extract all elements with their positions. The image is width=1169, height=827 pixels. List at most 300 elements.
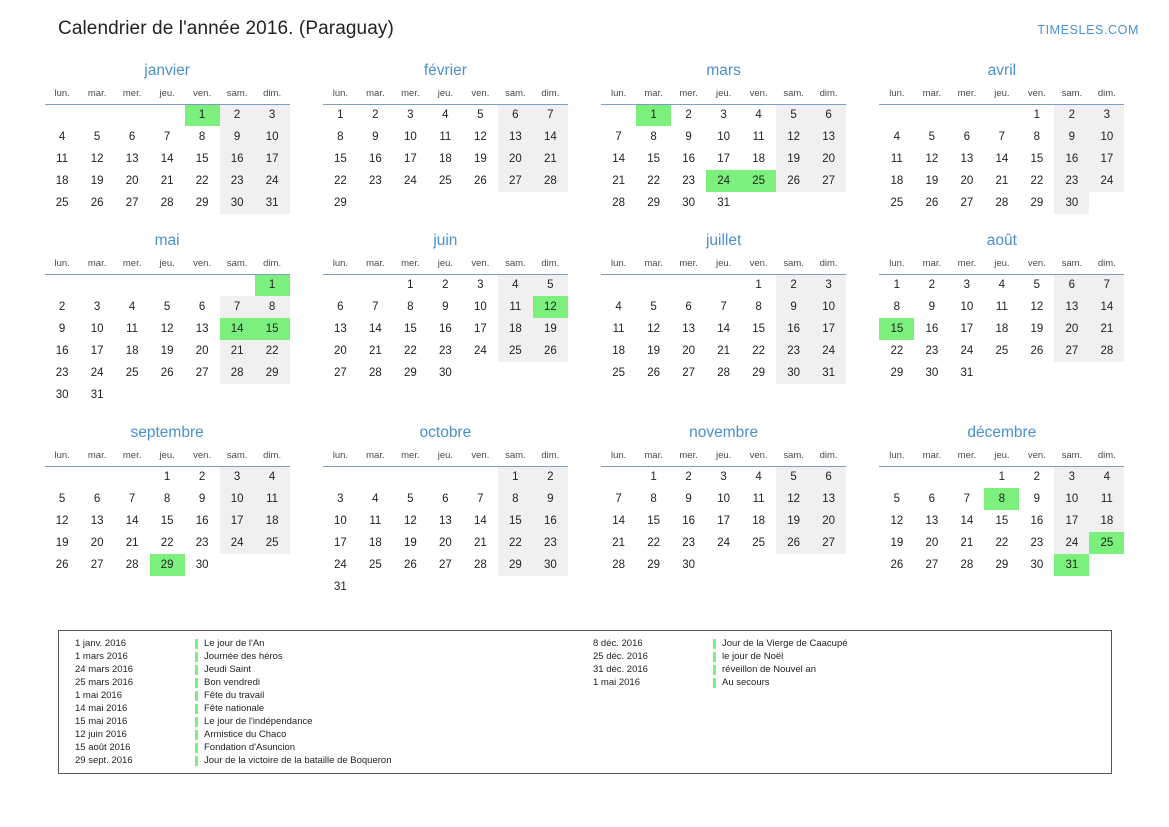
legend-holiday-name: Le jour de l'An [204, 638, 265, 649]
empty-cell [601, 104, 636, 126]
day-cell: 25 [612, 367, 626, 379]
day-cell: 19 [776, 510, 811, 532]
week-row [879, 466, 1124, 488]
day-cell: 22 [195, 175, 209, 187]
holiday-color-swatch [195, 639, 198, 649]
months-grid [0, 40, 1169, 608]
day-cell: 28 [717, 367, 731, 379]
day-cell: 8 [163, 493, 171, 505]
week-row [323, 510, 568, 532]
day-cell: 31 [90, 389, 104, 401]
legend-item [67, 650, 585, 663]
day-cell-holiday: 12 [533, 296, 568, 318]
empty-cell [1019, 362, 1054, 384]
week-row [323, 104, 568, 126]
week-row [601, 340, 846, 362]
day-cell: 12 [55, 515, 69, 527]
weekday-header: mer. [393, 450, 428, 466]
day-cell: 19 [403, 537, 417, 549]
day-cell: 30 [1030, 559, 1044, 571]
weekday-header: mer. [115, 88, 150, 104]
weekday-header: mer. [671, 258, 706, 274]
day-cell: 20 [925, 537, 939, 549]
month-table [45, 258, 290, 406]
month-title: mars [706, 62, 741, 79]
day-cell: 8 [650, 131, 657, 143]
month-septembre [28, 416, 306, 608]
day-cell: 17 [717, 153, 731, 165]
day-cell: 26 [160, 367, 174, 379]
day-cell: 16 [195, 515, 209, 527]
weekday-header: mar. [636, 258, 671, 274]
legend-holiday-name: Jeudi Saint [204, 664, 252, 675]
day-cell: 13 [195, 323, 209, 335]
day-cell: 4 [998, 279, 1006, 292]
day-cell: 1 [337, 109, 344, 122]
month-janvier [28, 54, 306, 224]
weekday-header: ven. [1019, 258, 1054, 274]
weekday-header-row [879, 88, 1124, 104]
day-cell: 27 [811, 170, 846, 192]
empty-cell [150, 274, 185, 296]
day-cell: 19 [1030, 323, 1044, 335]
weekday-header: lun. [879, 258, 914, 274]
day-cell: 13 [960, 153, 974, 165]
holiday-color-swatch [713, 678, 716, 688]
day-cell: 6 [128, 131, 136, 143]
day-cell: 7 [533, 104, 568, 126]
day-cell: 2 [58, 301, 66, 313]
week-row [323, 274, 568, 296]
day-cell: 7 [128, 493, 136, 505]
weekday-header: dim. [533, 88, 568, 104]
empty-cell [706, 554, 741, 576]
weekday-header: dim. [533, 258, 568, 274]
day-cell: 22 [647, 175, 661, 187]
week-row [323, 488, 568, 510]
month-novembre [585, 416, 863, 608]
day-cell: 1 [650, 471, 657, 484]
empty-cell [1054, 362, 1089, 384]
day-cell: 5 [163, 301, 171, 313]
legend-date: 15 août 2016 [75, 742, 131, 753]
day-cell: 28 [960, 559, 974, 571]
month-title: septembre [130, 424, 204, 441]
day-cell: 21 [473, 537, 487, 549]
day-cell: 4 [1089, 466, 1124, 488]
empty-cell [220, 274, 255, 296]
day-cell: 15 [160, 515, 174, 527]
day-cell: 26 [776, 170, 811, 192]
holiday-color-swatch [195, 743, 198, 753]
day-cell: 30 [438, 367, 452, 379]
empty-cell [185, 274, 220, 296]
weekday-header-row [45, 450, 290, 466]
day-cell: 3 [720, 109, 727, 122]
empty-cell [80, 274, 115, 296]
day-cell: 17 [1054, 510, 1089, 532]
week-row [45, 296, 290, 318]
weekday-header: lun. [601, 450, 636, 466]
day-cell: 21 [1089, 318, 1124, 340]
day-cell-holiday: 25 [741, 170, 776, 192]
day-cell: 8 [650, 493, 657, 505]
day-cell: 28 [612, 197, 626, 209]
legend-column [585, 637, 1103, 767]
day-cell: 27 [811, 532, 846, 554]
day-cell: 10 [717, 131, 731, 143]
day-cell: 31 [333, 581, 347, 593]
day-cell: 3 [1089, 104, 1124, 126]
day-cell: 19 [160, 345, 174, 357]
day-cell: 3 [407, 109, 414, 122]
day-cell: 19 [890, 537, 904, 549]
day-cell: 9 [533, 488, 568, 510]
day-cell: 29 [647, 197, 661, 209]
day-cell: 10 [333, 515, 347, 527]
day-cell: 20 [1054, 318, 1089, 340]
day-cell: 13 [811, 126, 846, 148]
day-cell: 5 [58, 493, 66, 505]
day-cell: 19 [473, 153, 487, 165]
day-cell: 9 [928, 301, 936, 313]
empty-cell [776, 192, 811, 214]
week-row [45, 488, 290, 510]
weekday-header: sam. [776, 450, 811, 466]
weekday-header: mer. [115, 450, 150, 466]
day-cell: 9 [685, 131, 692, 143]
day-cell: 29 [752, 367, 766, 379]
legend-box [58, 630, 1112, 774]
empty-cell [463, 466, 498, 488]
holiday-color-swatch [195, 665, 198, 675]
week-row [45, 274, 290, 296]
holiday-color-swatch [195, 756, 198, 766]
day-cell: 24 [717, 537, 731, 549]
day-cell: 24 [960, 345, 974, 357]
day-cell: 29 [647, 559, 661, 571]
day-cell: 15 [1030, 153, 1044, 165]
day-cell: 16 [55, 345, 69, 357]
weekday-header: jeu. [150, 88, 185, 104]
day-cell: 13 [925, 515, 939, 527]
day-cell: 4 [255, 466, 290, 488]
weekday-header: mar. [914, 450, 949, 466]
day-cell: 8 [198, 131, 206, 143]
brand-link[interactable]: TIMESLES.COM [1037, 23, 1139, 37]
day-cell: 10 [717, 493, 731, 505]
week-row [323, 554, 568, 576]
weekday-header: lun. [879, 450, 914, 466]
day-cell: 2 [198, 471, 206, 484]
day-cell: 3 [720, 471, 727, 484]
weekday-header: jeu. [706, 450, 741, 466]
day-cell: 30 [195, 559, 209, 571]
day-cell: 23 [682, 537, 696, 549]
day-cell: 16 [925, 323, 939, 335]
weekday-header: sam. [220, 88, 255, 104]
day-cell: 21 [960, 537, 974, 549]
legend-item [67, 754, 585, 767]
weekday-header: lun. [601, 258, 636, 274]
weekday-header: dim. [255, 88, 290, 104]
day-cell: 26 [473, 175, 487, 187]
month-table [45, 450, 290, 576]
day-cell: 12 [647, 323, 661, 335]
day-cell: 25 [995, 345, 1009, 357]
day-cell: 14 [717, 323, 731, 335]
day-cell: 19 [647, 345, 661, 357]
day-cell: 21 [125, 537, 139, 549]
weekday-header: ven. [185, 88, 220, 104]
day-cell: 3 [220, 466, 255, 488]
week-row [601, 126, 846, 148]
empty-cell [393, 192, 428, 214]
day-cell: 6 [93, 493, 101, 505]
legend-item [585, 650, 1103, 663]
weekday-header: jeu. [706, 258, 741, 274]
weekday-header: sam. [1054, 258, 1089, 274]
day-cell: 23 [368, 175, 382, 187]
empty-cell [533, 362, 568, 384]
day-cell: 13 [811, 488, 846, 510]
legend-date: 1 mai 2016 [75, 690, 123, 701]
weekday-header: lun. [45, 450, 80, 466]
day-cell: 29 [195, 197, 209, 209]
day-cell: 18 [752, 515, 766, 527]
day-cell: 24 [403, 175, 417, 187]
day-cell: 23 [195, 537, 209, 549]
day-cell: 3 [255, 104, 290, 126]
day-cell: 19 [925, 175, 939, 187]
week-row [45, 532, 290, 554]
week-row [879, 340, 1124, 362]
day-cell: 13 [90, 515, 104, 527]
day-cell: 22 [890, 345, 904, 357]
empty-cell [220, 384, 255, 406]
holiday-color-swatch [195, 691, 198, 701]
month-title: juin [433, 232, 458, 249]
empty-cell [150, 104, 185, 126]
day-cell: 13 [1054, 296, 1089, 318]
day-cell: 7 [615, 493, 622, 505]
month-table [323, 88, 568, 214]
weekday-header: sam. [1054, 88, 1089, 104]
day-cell: 14 [612, 515, 626, 527]
empty-cell [115, 274, 150, 296]
day-cell: 11 [56, 153, 69, 165]
day-cell: 18 [612, 345, 626, 357]
week-row [45, 104, 290, 126]
day-cell: 28 [612, 559, 626, 571]
day-cell: 29 [333, 197, 347, 209]
weekday-header: dim. [811, 450, 846, 466]
day-cell: 12 [473, 131, 487, 143]
day-cell: 26 [647, 367, 661, 379]
empty-cell [150, 384, 185, 406]
empty-cell [115, 466, 150, 488]
day-cell: 9 [1054, 126, 1089, 148]
day-cell: 8 [893, 301, 901, 313]
day-cell: 28 [368, 367, 382, 379]
day-cell: 5 [1033, 279, 1041, 292]
legend-holiday-name: réveillon de Nouvel an [722, 664, 817, 675]
weekday-header-row [879, 258, 1124, 274]
weekday-header: mar. [636, 88, 671, 104]
day-cell: 22 [333, 175, 347, 187]
day-cell-holiday: 8 [984, 488, 1019, 510]
week-row [601, 148, 846, 170]
day-cell: 4 [755, 471, 762, 484]
day-cell: 18 [368, 537, 382, 549]
day-cell: 16 [368, 153, 382, 165]
legend-date: 25 déc. 2016 [593, 651, 648, 662]
weekday-header: dim. [1089, 258, 1124, 274]
day-cell: 19 [533, 318, 568, 340]
day-cell: 18 [995, 323, 1009, 335]
day-cell: 27 [1054, 340, 1089, 362]
day-cell: 23 [1054, 170, 1089, 192]
empty-cell [636, 274, 671, 296]
month-title: février [423, 62, 467, 79]
week-row [879, 318, 1124, 340]
weekday-header: mar. [80, 258, 115, 274]
day-cell: 5 [477, 109, 484, 122]
day-cell: 18 [890, 175, 904, 187]
day-cell: 17 [90, 345, 104, 357]
day-cell: 20 [960, 175, 974, 187]
day-cell: 12 [890, 515, 904, 527]
weekday-header: dim. [255, 258, 290, 274]
day-cell-holiday: 1 [636, 104, 671, 126]
weekday-header: lun. [45, 88, 80, 104]
week-row [879, 170, 1124, 192]
weekday-header: lun. [323, 450, 358, 466]
day-cell: 25 [890, 197, 904, 209]
empty-cell [463, 576, 498, 598]
week-row [45, 340, 290, 362]
day-cell: 4 [128, 301, 136, 313]
empty-cell [811, 192, 846, 214]
day-cell: 9 [1033, 493, 1041, 505]
weekday-header: lun. [323, 258, 358, 274]
day-cell: 16 [533, 510, 568, 532]
day-cell: 3 [963, 279, 971, 292]
day-cell: 9 [372, 131, 379, 143]
week-row [601, 362, 846, 384]
legend-date: 1 janv. 2016 [75, 638, 127, 649]
empty-cell [498, 362, 533, 384]
day-cell: 11 [752, 131, 765, 143]
empty-cell [463, 192, 498, 214]
day-cell: 10 [811, 296, 846, 318]
day-cell: 20 [438, 537, 452, 549]
day-cell: 8 [1033, 131, 1041, 143]
day-cell: 3 [1054, 466, 1089, 488]
month-table [601, 450, 846, 576]
day-cell: 2 [442, 279, 449, 292]
month-octobre [306, 416, 584, 608]
day-cell: 16 [682, 515, 696, 527]
day-cell: 1 [163, 471, 171, 484]
week-row [323, 148, 568, 170]
day-cell: 26 [890, 559, 904, 571]
empty-cell [671, 274, 706, 296]
day-cell: 31 [255, 192, 290, 214]
week-row [879, 126, 1124, 148]
day-cell: 13 [333, 323, 347, 335]
weekday-header-row [601, 88, 846, 104]
legend-holiday-name: Au secours [722, 677, 770, 688]
legend-date: 1 mai 2016 [593, 677, 641, 688]
day-cell: 15 [195, 153, 209, 165]
week-row [879, 104, 1124, 126]
day-cell: 26 [403, 559, 417, 571]
day-cell: 12 [776, 488, 811, 510]
empty-cell [80, 104, 115, 126]
empty-cell [255, 384, 290, 406]
legend-item [67, 663, 585, 676]
day-cell-holiday: 31 [1054, 554, 1089, 576]
day-cell: 4 [893, 131, 901, 143]
day-cell: 15 [647, 515, 661, 527]
week-row [601, 104, 846, 126]
empty-cell [1089, 554, 1124, 576]
weekday-header: mer. [949, 450, 984, 466]
empty-cell [185, 384, 220, 406]
day-cell: 7 [477, 493, 484, 505]
week-row [45, 126, 290, 148]
day-cell: 18 [255, 510, 290, 532]
weekday-header: ven. [741, 258, 776, 274]
day-cell: 27 [195, 367, 209, 379]
day-cell: 21 [368, 345, 382, 357]
week-row [323, 318, 568, 340]
legend-holiday-name: Bon vendredi [204, 677, 260, 688]
day-cell: 4 [498, 274, 533, 296]
day-cell: 11 [498, 296, 533, 318]
legend-date: 24 mars 2016 [75, 664, 134, 675]
week-row [601, 192, 846, 214]
day-cell: 16 [1054, 148, 1089, 170]
weekday-header: mer. [393, 258, 428, 274]
day-cell: 30 [682, 197, 696, 209]
empty-cell [358, 274, 393, 296]
week-row [601, 554, 846, 576]
legend-holiday-name: le jour de Noël [722, 651, 784, 662]
day-cell: 11 [126, 323, 139, 335]
weekday-header: dim. [811, 258, 846, 274]
legend-item [585, 676, 1103, 689]
month-juin [306, 224, 584, 416]
empty-cell [984, 362, 1019, 384]
legend-grid [67, 637, 1103, 767]
week-row [323, 466, 568, 488]
legend-item [67, 715, 585, 728]
day-cell: 28 [1089, 340, 1124, 362]
empty-cell [358, 576, 393, 598]
day-cell: 24 [1089, 170, 1124, 192]
day-cell: 10 [90, 323, 104, 335]
week-row [879, 554, 1124, 576]
day-cell: 23 [776, 340, 811, 362]
day-cell: 8 [407, 301, 414, 313]
day-cell: 2 [372, 109, 379, 122]
day-cell: 13 [498, 126, 533, 148]
week-row [601, 296, 846, 318]
day-cell-holiday: 15 [879, 318, 914, 340]
empty-cell [80, 466, 115, 488]
